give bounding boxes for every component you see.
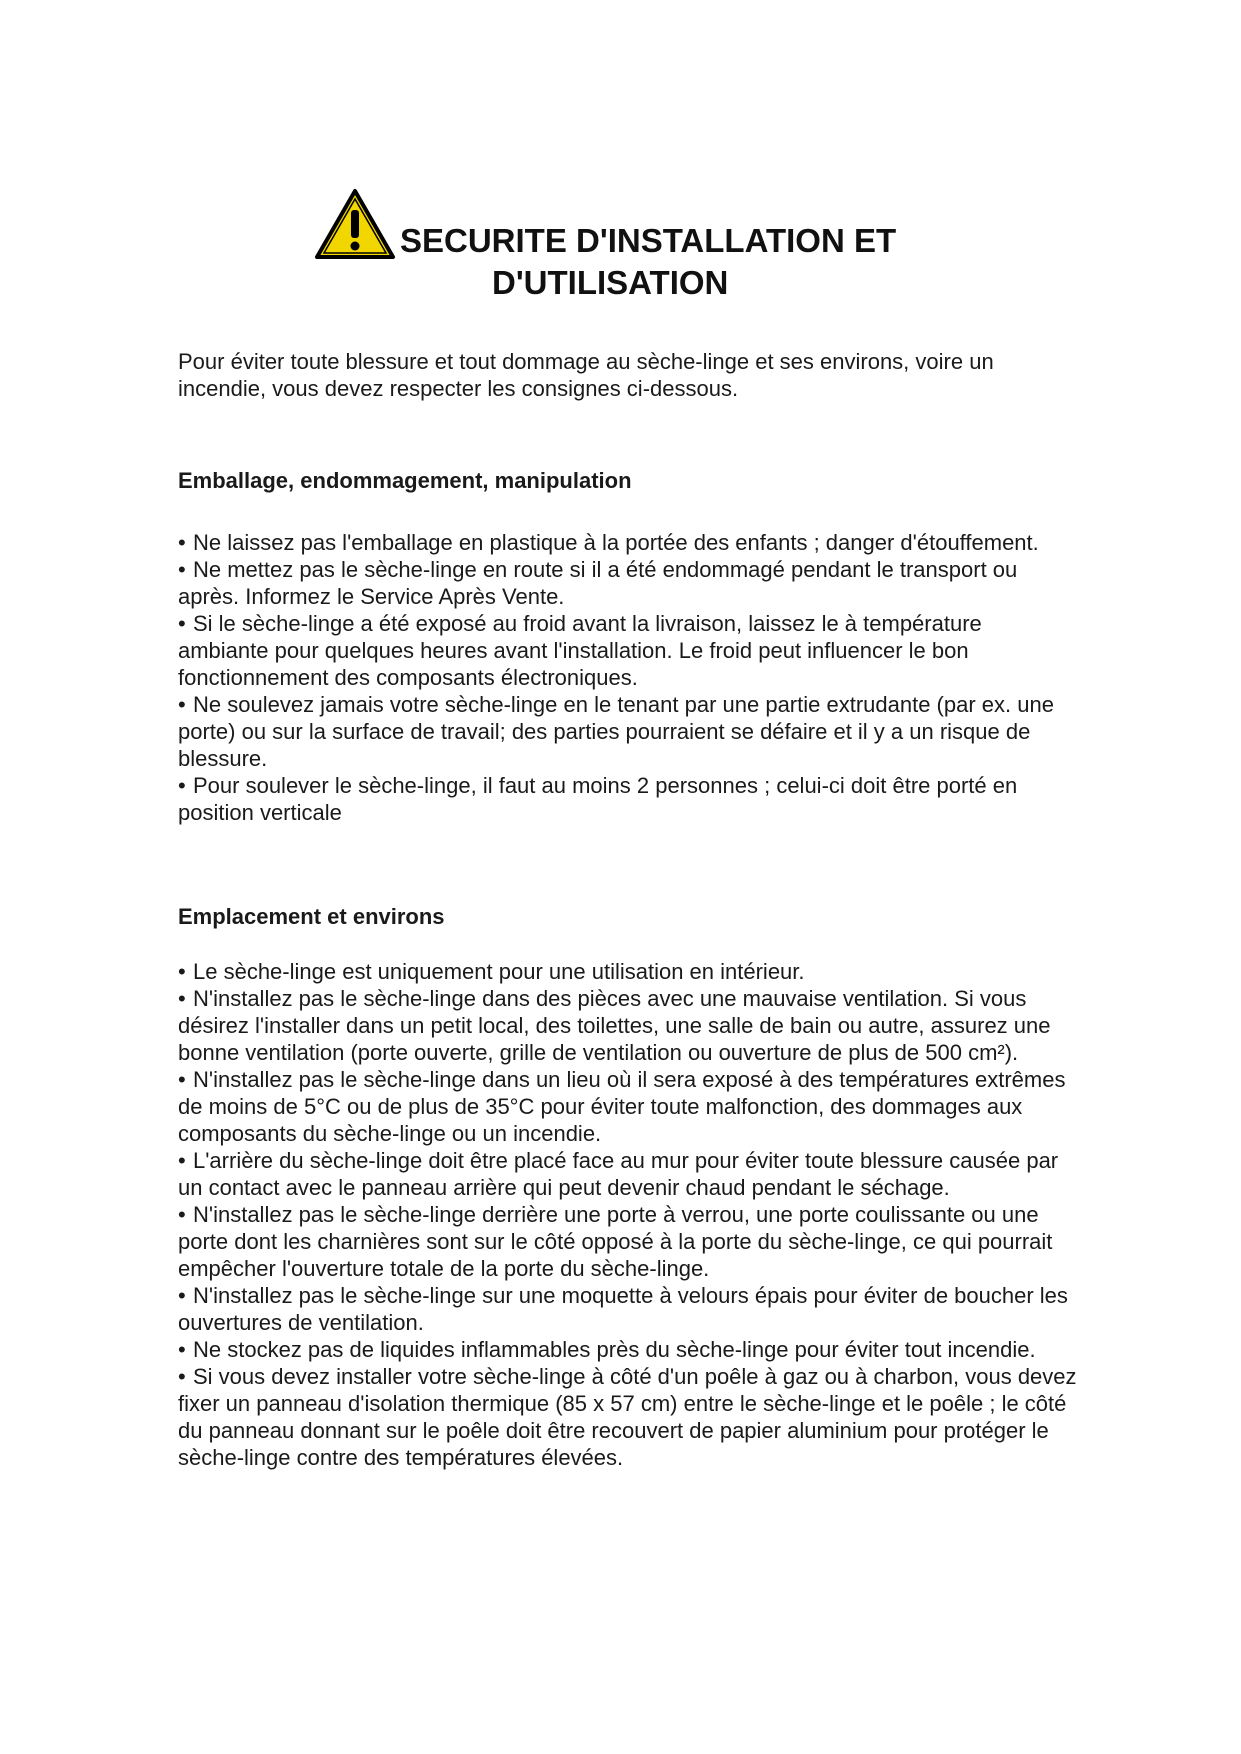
page-title-line-2: D'UTILISATION [492,264,729,301]
list-item: • Ne stockez pas de liquides inflammables près du sèche-linge pour éviter tout incendie. [178,1337,1036,1362]
page-title-line-1: SECURITE D'INSTALLATION ET [400,222,897,259]
bullet-list-location [178,958,1078,1471]
section-heading-packaging: Emballage, endommagement, manipulation [178,468,632,493]
list-item: • N'installez pas le sèche-linge derrière une porte à verrou, une porte coulissante ou une porte dont les charnières sont sur le côté opposé à la porte du sèche-linge, ce qui pourrait empêcher l'ouverture totale de la porte du sèche-linge. [178,1202,1053,1281]
list-item: • Ne mettez pas le sèche-linge en route si il a été endommagé pendant le transport ou après. Informez le Service Après Vente. [178,557,1018,609]
bullet-list-packaging [178,529,1078,826]
list-item: • L'arrière du sèche-linge doit être placé face au mur pour éviter toute blessure causée par un contact avec le panneau arrière qui peut devenir chaud pendant le séchage. [178,1148,1059,1200]
list-item: • Le sèche-linge est uniquement pour une utilisation en intérieur. [178,959,805,984]
list-item: • N'installez pas le sèche-linge dans un lieu où il sera exposé à des températures extrêmes de moins de 5°C ou de plus de 35°C pour éviter toute malfonction, des dommages aux composants du sèche-linge ou un incendie. [178,1067,1066,1146]
warning-triangle-icon [314,188,396,260]
list-item: • Si le sèche-linge a été exposé au froid avant la livraison, laissez le à température ambiante pour quelques heures avant l'installation. Le froid peut influencer le bon fonctionnement des composants électroniques. [178,611,982,690]
section-heading-location: Emplacement et environs [178,904,445,929]
list-item: • N'installez pas le sèche-linge sur une moquette à velours épais pour éviter de boucher les ouvertures de ventilation. [178,1283,1068,1335]
list-item: • Ne laissez pas l'emballage en plastique à la portée des enfants ; danger d'étouffement. [178,530,1039,555]
list-item: • Pour soulever le sèche-linge, il faut au moins 2 personnes ; celui-ci doit être porté en position verticale [178,773,1018,825]
list-item: • Ne soulevez jamais votre sèche-linge en le tenant par une partie extrudante (par ex. une porte) ou sur la surface de travail; des parties pourraient se défaire et il y a un risque de blessure. [178,692,1054,771]
list-item: • N'installez pas le sèche-linge dans des pièces avec une mauvaise ventilation. Si vous désirez l'installer dans un petit local, des toilettes, une salle de bain ou autre, assurez une bonne ventilation (porte ouverte, grille de ventilation ou ouverture de plus de 500 cm²). [178,986,1051,1065]
list-item: • Si vous devez installer votre sèche-linge à côté d'un poêle à gaz ou à charbon, vous devez fixer un panneau d'isolation thermique (85 x 57 cm) entre le sèche-linge et le poêle ; le côté du panneau donnant sur le poêle doit être recouvert de papier aluminium pour protéger le sèche-linge contre des températures élevées. [178,1364,1077,1470]
intro-paragraph: Pour éviter toute blessure et tout dommage au sèche-linge et ses environs, voire un incendie, vous devez respecter les consignes ci-dessous. [178,349,994,401]
